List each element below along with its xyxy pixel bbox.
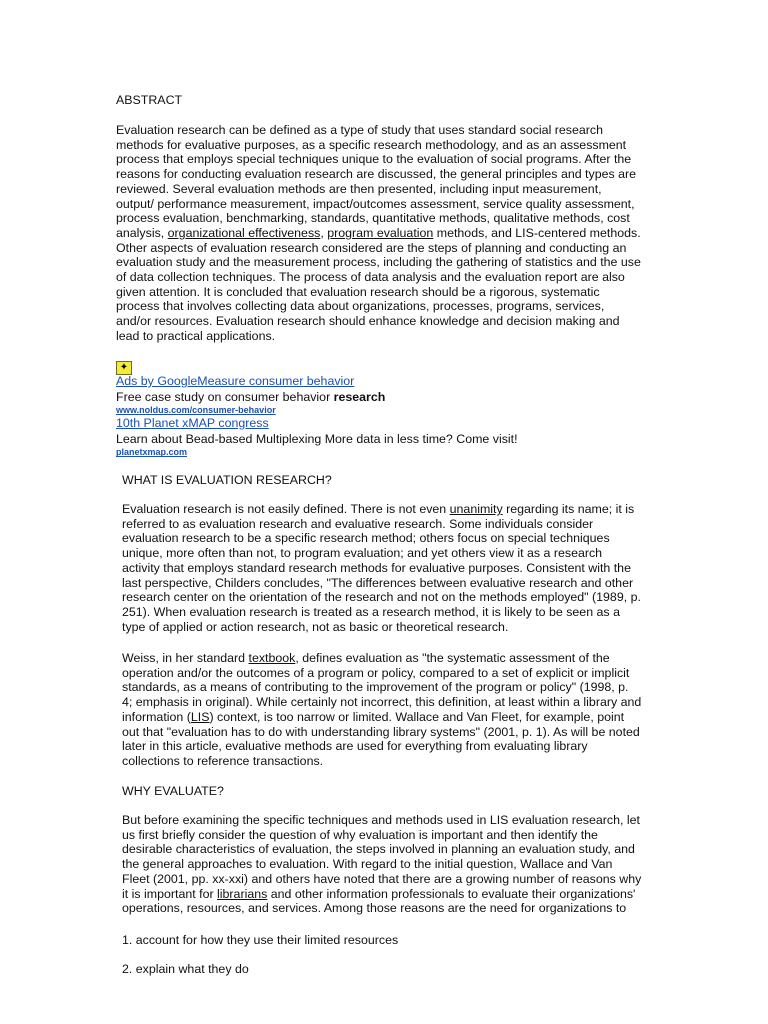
section-heading-why-evaluate: WHY EVALUATE? [122,784,224,798]
link-lis[interactable]: LIS [190,709,210,724]
link-organizational-effectiveness[interactable]: organizational effectiveness [167,225,321,240]
ad1-bold: research [333,389,386,404]
section1-paragraph2 [122,651,682,769]
abstract-heading: ABSTRACT [116,93,183,107]
abstract-text: methods, and LIS-centered methods. [433,225,641,240]
abstract-text: analysis, [116,225,168,240]
ad2-text: Learn about Bead-based Multiplexing More data in less time? Come visit! [116,431,518,446]
ad2-title-link[interactable]: 10th Planet xMAP congress [116,416,269,430]
adchoices-icon[interactable]: ✦ [116,359,132,375]
link-textbook[interactable]: textbook [248,651,296,665]
list-item: 1. account for how they use their limited resources [122,933,399,947]
ads-by-google-link[interactable]: Ads by Google [116,374,198,388]
s1p2-text: , defines evaluation as "the systematic assessment of the [295,651,610,665]
s1p2-text: information ( [122,709,191,724]
ad-block-2 [116,416,518,458]
ad1-url-link[interactable]: www.noldus.com/consumer-behavior [116,405,276,416]
s2-text: But before examining the specific techniques and methods used in LIS evaluation research, let us first briefly consider the question of why evaluation is important and then identify the desirable characteristics of evaluation, the steps involved in planning an evaluation study, and the general approaches to evaluation. With regard to the initial question, Wallace and Van Fleet (2001, pp. xx-xxi) and others have noted that there are a growing number of reasons why [122,813,642,886]
abstract-line-links [116,226,676,241]
abstract-paragraph [116,123,676,344]
s1p2-text: ) context, is too narrow or limited. Wallace and Van Fleet, for example, point [209,709,625,724]
s2-text: and other information professionals to evaluate their organizations' [267,886,636,901]
s1p2-text-rest: out that "evaluation has to do with understanding library systems" (2001, p. 1). As will be noted later in this article, evaluative methods are used for everything from evaluating library collections to reference transactions. [122,724,640,768]
ad1-title-link[interactable]: Measure consumer behavior [197,374,355,388]
ad-block-1 [116,374,385,416]
abstract-text-part2: Other aspects of evaluation research considered are the steps of planning and conducting an evaluation study and the measurement process, including the gathering of statistics and the use of data collection techniques. The process of data analysis and the evaluation report are also given attention. It is concluded that evaluation research should be a rigorous, systematic process that involves collecting data about organizations, processes, programs, services, and/or resources. Evaluation research should enhance knowledge and decision making and lead to practical applications. [116,240,641,343]
section-heading-what-is: WHAT IS EVALUATION RESEARCH? [122,473,332,487]
s1p2-text-mid: operation and/or the outcomes of a program or policy, compared to a set of explicit or implicit standards, as a means of contributing to the improvement of the program or policy" (1998, p. 4; emphasis in original). While certainly not incorrect, this definition, at least within a library and [122,665,642,710]
section1-paragraph1 [122,502,682,634]
list-item: 2. explain what they do [122,962,249,976]
link-program-evaluation[interactable]: program evaluation [327,225,434,240]
link-librarians[interactable]: librarians [217,886,268,901]
abstract-text-part1: Evaluation research can be defined as a type of study that uses standard social research methods for evaluative purposes, as a specific research methodology, and as an assessment process that employs special techniques unique to the evaluation of social programs. After the reasons for conducting evaluation research are discussed, the general principles and types are reviewed. Several evaluation methods are then presented, including input measurement, output/ performance measurement, impact/outcomes assessment, service quality assessment, process evaluation, benchmarking, standards, quantitative methods, qualitative methods, cost [116,123,637,226]
section2-paragraph1 [122,813,682,916]
s1-text-rest: referred to as evaluation research and evaluative research. Some individuals consider evaluation research to be a specific research method; others focus on special techniques unique, more often than not, to program evaluation; and yet others view it as a research activity that employs standard research methods for evaluative purposes. Consistent with the last perspective, Childers concludes, "The differences between evaluative research and other research center on the orientation of the research and not on the methods employed" (1989, p. 251). When evaluation research is treated as a research method, it is likely to be seen as a type of applied or action research, not as basic or theoretical research. [122,516,641,634]
ad1-text: Free case study on consumer behavior [116,389,334,404]
abstract-text: , [320,225,328,240]
s1-text: Evaluation research is not easily defined. There is not even [122,502,450,516]
s2-text: it is important for [122,886,218,901]
ad2-url-link[interactable]: planetxmap.com [116,447,188,458]
s1-text: regarding its name; it is [502,502,635,516]
link-unanimity[interactable]: unanimity [449,502,503,516]
s1p2-text: Weiss, in her standard [122,651,249,665]
s2-text-l7: operations, resources, and services. Among those reasons are the need for organizations to [122,901,627,916]
